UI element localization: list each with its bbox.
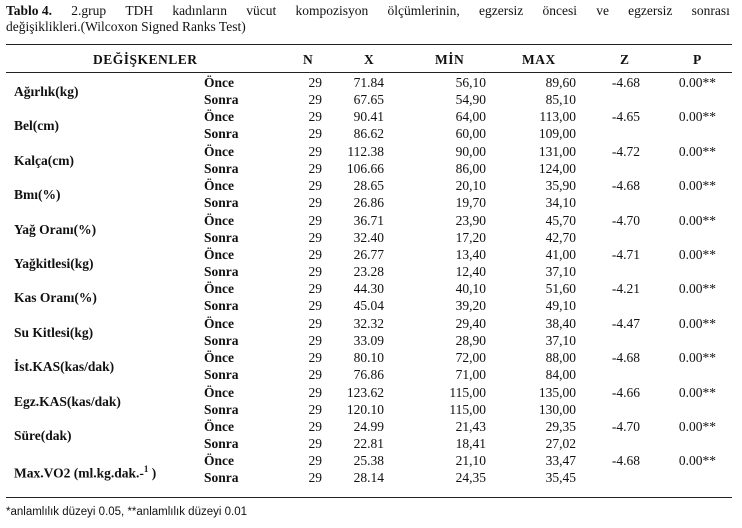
z-value: -4.65 — [611, 109, 640, 125]
phase-label: Önce — [204, 75, 234, 90]
variable-label: Kalça(cm) — [14, 152, 74, 168]
phase-label: Sonra — [204, 92, 239, 107]
header-z: Z — [620, 52, 630, 67]
table-caption — [6, 3, 730, 35]
max-value: 33,47 — [545, 453, 576, 469]
min-value: 115,00 — [449, 384, 486, 400]
z-value: -4.47 — [611, 315, 640, 331]
min-value: 13,40 — [455, 247, 486, 262]
p-value: 0.00** — [678, 75, 716, 90]
min-value: 60,00 — [455, 126, 486, 142]
min-value: 39,20 — [455, 298, 486, 314]
n-value: 29 — [308, 264, 322, 279]
p-value: 0.00** — [678, 315, 716, 331]
phase-label: Sonra — [204, 229, 239, 245]
n-value: 29 — [308, 178, 322, 194]
caption-line-2: değişiklikleri.(Wilcoxon Signed Ranks Test) — [6, 19, 246, 34]
n-value: 29 — [308, 75, 322, 90]
n-value: 29 — [308, 315, 322, 331]
phase-label: Önce — [204, 384, 234, 400]
max-value: 34,10 — [545, 195, 576, 211]
max-value: 38,40 — [545, 315, 576, 331]
z-value: -4.68 — [611, 350, 640, 366]
max-value: 42,70 — [545, 229, 576, 245]
max-value: 35,90 — [545, 178, 576, 194]
variable-label: Bmı(%) — [14, 187, 61, 203]
min-value: 23,90 — [455, 212, 486, 228]
min-value: 19,70 — [455, 195, 486, 211]
bottom-rule — [6, 497, 732, 498]
variable-label: Su Kitlesi(kg) — [14, 324, 94, 340]
x-value: 123.62 — [346, 384, 384, 400]
header-p: P — [693, 52, 702, 67]
max-value: 113,00 — [539, 109, 576, 125]
max-value: 27,02 — [545, 436, 576, 451]
max-value: 45,70 — [545, 212, 576, 228]
header-rule — [6, 72, 732, 73]
caption-word: Tablo 4. — [6, 3, 53, 18]
p-value: 0.00** — [678, 281, 716, 297]
variable-label: Kas Oranı(%) — [14, 290, 97, 306]
x-value: 28.65 — [353, 178, 384, 194]
max-value: 85,10 — [545, 92, 576, 107]
x-value: 90.41 — [353, 109, 384, 125]
max-value: 131,00 — [538, 143, 576, 159]
n-value: 29 — [308, 247, 322, 262]
min-value: 90,00 — [455, 143, 486, 159]
max-value: 88,00 — [545, 350, 576, 366]
x-value: 36.71 — [353, 212, 384, 228]
caption-word: egzersiz — [628, 3, 673, 18]
x-value: 32.40 — [353, 229, 384, 245]
header-x: X — [364, 52, 375, 67]
phase-label: Sonra — [204, 367, 239, 383]
max-value: 109,00 — [538, 126, 576, 142]
min-value: 17,20 — [455, 229, 486, 245]
max-value: 41,00 — [545, 247, 576, 262]
header-min: MİN — [435, 52, 465, 67]
min-value: 56,10 — [455, 75, 486, 90]
phase-label: Sonra — [204, 160, 239, 176]
phase-label: Sonra — [204, 126, 239, 142]
variable-label-main: Max.VO2 (ml.kg.dak.- — [14, 465, 144, 481]
x-value: 23.28 — [353, 264, 384, 279]
n-value: 29 — [308, 281, 322, 297]
n-value: 29 — [308, 160, 322, 176]
z-value: -4.68 — [611, 178, 640, 194]
n-value: 29 — [308, 92, 322, 107]
n-value: 29 — [308, 419, 322, 434]
n-value: 29 — [308, 229, 322, 245]
min-value: 40,10 — [455, 281, 486, 297]
n-value: 29 — [308, 436, 322, 451]
phase-label: Önce — [204, 419, 234, 434]
variable-label-superscript: 1 — [143, 464, 149, 475]
phase-label: Sonra — [204, 332, 239, 348]
min-value: 54,90 — [455, 92, 486, 107]
variable-label-end: ) — [148, 465, 157, 481]
caption-word: kadınların — [172, 3, 228, 18]
phase-label: Önce — [204, 143, 234, 159]
p-value: 0.00** — [678, 212, 716, 228]
x-value: 25.38 — [353, 453, 384, 469]
n-value: 29 — [308, 298, 322, 314]
n-value: 29 — [308, 212, 322, 228]
header-max: MAX — [522, 52, 556, 67]
x-value: 76.86 — [353, 367, 384, 383]
p-value: 0.00** — [678, 178, 716, 194]
caption-word: ölçümlerinin, — [387, 3, 460, 18]
caption-word: sonrası — [691, 3, 730, 18]
n-value: 29 — [308, 470, 322, 486]
caption-word: egzersiz — [479, 3, 524, 18]
n-value: 29 — [308, 384, 322, 400]
x-value: 24.99 — [353, 419, 384, 434]
caption-word: ve — [596, 3, 609, 18]
z-value: -4.66 — [611, 384, 640, 400]
max-value: 124,00 — [538, 160, 576, 176]
n-value: 29 — [308, 350, 322, 366]
max-value: 49,10 — [545, 298, 576, 314]
caption-word: vücut — [246, 3, 277, 18]
n-value: 29 — [308, 143, 322, 159]
x-value: 26.77 — [353, 247, 384, 262]
x-value: 80.10 — [353, 350, 384, 366]
p-value: 0.00** — [678, 247, 716, 262]
variable-label: İst.KAS(kas/dak) — [14, 359, 115, 375]
min-value: 115,00 — [449, 401, 486, 417]
p-value: 0.00** — [678, 143, 716, 159]
n-value: 29 — [308, 195, 322, 211]
min-value: 29,40 — [455, 315, 486, 331]
z-value: -4.68 — [611, 453, 640, 469]
min-value: 18,41 — [455, 436, 486, 451]
phase-label: Sonra — [204, 401, 239, 417]
z-value: -4.72 — [611, 143, 640, 159]
min-value: 71,00 — [455, 367, 486, 383]
x-value: 71.84 — [353, 75, 384, 90]
n-value: 29 — [308, 109, 322, 125]
phase-label: Önce — [204, 178, 234, 194]
min-value: 28,90 — [455, 332, 486, 348]
variable-label: Süre(dak) — [14, 428, 72, 443]
phase-label: Sonra — [204, 298, 239, 314]
phase-label: Önce — [204, 281, 234, 297]
min-value: 21,43 — [455, 419, 486, 434]
min-value: 86,00 — [455, 160, 486, 176]
p-value: 0.00** — [678, 419, 716, 434]
variable-label: Yağ Oranı(%) — [14, 221, 97, 237]
caption-word: 2.grup — [71, 3, 107, 18]
max-value: 135,00 — [538, 384, 576, 400]
p-value: 0.00** — [678, 384, 716, 400]
phase-label: Önce — [204, 350, 234, 366]
variable-label: Bel(cm) — [14, 118, 59, 134]
x-value: 112.38 — [347, 143, 384, 159]
variable-label: Egz.KAS(kas/dak) — [14, 393, 121, 409]
max-value: 37,10 — [545, 332, 576, 348]
x-value: 45.04 — [353, 298, 384, 314]
x-value: 67.65 — [353, 92, 384, 107]
phase-label: Sonra — [204, 470, 239, 486]
caption-word: öncesi — [542, 3, 577, 18]
n-value: 29 — [308, 367, 322, 383]
x-value: 28.14 — [353, 470, 384, 486]
p-value: 0.00** — [678, 453, 716, 469]
caption-word: kompozisyon — [295, 3, 369, 18]
min-value: 21,10 — [455, 453, 486, 469]
phase-label: Önce — [204, 453, 234, 469]
min-value: 72,00 — [455, 350, 486, 366]
x-value: 22.81 — [353, 436, 384, 451]
max-value: 35,45 — [545, 470, 576, 486]
phase-label: Önce — [204, 247, 234, 262]
x-value: 44.30 — [353, 281, 384, 297]
min-value: 20,10 — [455, 178, 486, 194]
p-value: 0.00** — [678, 350, 716, 366]
header-n: N — [303, 52, 314, 67]
x-value: 120.10 — [346, 401, 384, 417]
x-value: 26.86 — [353, 195, 384, 211]
max-value: 29,35 — [545, 419, 576, 434]
n-value: 29 — [308, 401, 322, 417]
phase-label: Önce — [204, 315, 234, 331]
phase-label: Sonra — [204, 436, 239, 451]
z-value: -4.71 — [611, 247, 640, 262]
n-value: 29 — [308, 453, 322, 469]
min-value: 64,00 — [455, 109, 486, 125]
phase-label: Sonra — [204, 195, 239, 211]
p-value: 0.00** — [678, 109, 716, 125]
x-value: 86.62 — [353, 126, 384, 142]
variable-label — [14, 461, 156, 482]
z-value: -4.68 — [611, 75, 640, 90]
max-value: 130,00 — [538, 401, 576, 417]
x-value: 106.66 — [346, 160, 384, 176]
caption-line-1 — [6, 3, 730, 19]
phase-label: Önce — [204, 109, 234, 125]
max-value: 37,10 — [545, 264, 576, 279]
caption-word: TDH — [125, 3, 154, 18]
header-variables: DEĞİŞKENLER — [93, 52, 198, 67]
n-value: 29 — [308, 126, 322, 142]
variable-label: Ağırlık(kg) — [14, 84, 79, 99]
n-value: 29 — [308, 332, 322, 348]
x-value: 32.32 — [353, 315, 384, 331]
z-value: -4.21 — [611, 281, 640, 297]
variable-label: Yağkitlesi(kg) — [14, 256, 94, 271]
z-value: -4.70 — [611, 419, 640, 434]
min-value: 12,40 — [455, 264, 486, 279]
top-rule — [6, 44, 732, 45]
x-value: 33.09 — [353, 332, 384, 348]
min-value: 24,35 — [455, 470, 486, 486]
z-value: -4.70 — [611, 212, 640, 228]
max-value: 89,60 — [545, 75, 576, 90]
max-value: 51,60 — [545, 281, 576, 297]
phase-label: Sonra — [204, 264, 239, 279]
footnote: *anlamlılık düzeyi 0.05, **anlamlılık düzeyi 0.01 — [6, 506, 247, 518]
max-value: 84,00 — [545, 367, 576, 383]
phase-label: Önce — [204, 212, 234, 228]
